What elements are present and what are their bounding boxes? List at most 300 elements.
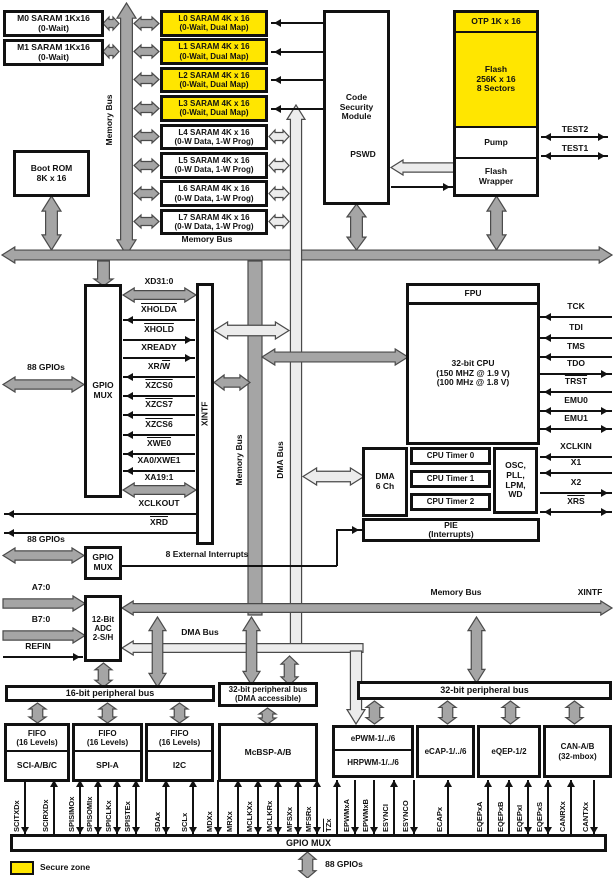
- fifo-section: [75, 726, 140, 752]
- gpio-mux-label: GPIO: [92, 380, 114, 391]
- block-title: L0 SARAM 4K x 16: [178, 14, 250, 24]
- pin-label-text: TCK: [567, 301, 585, 311]
- memory-bus-horizontal-2: [122, 601, 612, 615]
- arrowhead-icon: [270, 19, 281, 27]
- io-pin: [41, 780, 67, 834]
- pin-label: [582, 784, 592, 832]
- adc-refin-label: REFIN: [25, 641, 51, 651]
- pin-label: [540, 323, 612, 333]
- l7-dma-connector: [269, 215, 289, 228]
- bus32-connector: [468, 617, 485, 683]
- arrowhead-icon: [270, 76, 281, 84]
- csm-l3-line: [271, 108, 323, 110]
- pin-label: [154, 784, 164, 832]
- pin-line: [508, 780, 510, 834]
- xrd-label-text: $\overline{XRD}$: [150, 517, 168, 527]
- flash-size: 256K x 16: [476, 73, 516, 84]
- pin-line: [165, 780, 167, 834]
- signal-label: [122, 305, 196, 315]
- gpios-count-label: 88 GPIOs: [325, 859, 363, 869]
- memory-bus-label-vertical: Memory Bus: [234, 434, 245, 486]
- pin-line: [354, 780, 356, 834]
- pin-label-text: SPISIMOx: [67, 796, 76, 832]
- adc-bus16-connector: [95, 663, 112, 687]
- memory-bus-label: Memory Bus: [430, 587, 482, 597]
- block-subtitle: (0-Wait, Dual Map): [179, 23, 249, 33]
- pin-label: [540, 478, 612, 488]
- pump-section: [456, 128, 536, 159]
- l7-bus-connector: [134, 215, 159, 228]
- arrowhead-left-icon: [540, 334, 551, 342]
- signal-label-overline: XWE1: [156, 455, 181, 465]
- lpm-label: LPM,: [505, 479, 526, 490]
- fifo-levels: (16 Levels): [86, 738, 129, 747]
- arrowhead-left-icon: [540, 469, 551, 477]
- pin-label-text: TDI: [569, 322, 583, 332]
- l5-bus-connector: [134, 159, 159, 172]
- pin-line: [217, 780, 219, 834]
- block-subtitle: (0-Wait, Dual Map): [179, 80, 249, 90]
- io-pin: [581, 780, 607, 834]
- signal-line: [123, 434, 195, 436]
- signal-label-text: XA0/: [137, 455, 157, 465]
- serial-peripheral-block: [72, 723, 143, 782]
- gpio-mux-block: [84, 284, 122, 498]
- bus32dma-bar: [218, 682, 318, 707]
- pie-block: [362, 518, 540, 542]
- bus16-label: 16-bit peripheral bus: [65, 688, 155, 699]
- flash-wrapper-label: Wrapper: [478, 175, 514, 186]
- pin-line: [97, 780, 99, 834]
- arrowhead-right-icon: [185, 354, 196, 362]
- secure-zone-swatch: [10, 861, 34, 875]
- xintf-signal: [122, 343, 196, 363]
- io-pin: [123, 780, 149, 834]
- arrowhead-left-icon: [540, 508, 551, 516]
- pin-label-text: SPISTEx: [123, 801, 132, 832]
- arrowhead-left-icon: [122, 431, 133, 439]
- refin-line: [3, 656, 83, 658]
- pie-subtitle: (Interrupts): [428, 529, 474, 539]
- l-saram-block: [160, 180, 268, 207]
- io-pin: [435, 780, 461, 834]
- pin-label: [286, 784, 296, 832]
- signal-line: [123, 395, 195, 397]
- signal-line: [123, 319, 195, 321]
- signal-label: [122, 456, 196, 466]
- l3-bus-connector: [134, 102, 159, 115]
- block-subtitle: (0-Wait): [38, 22, 69, 33]
- block-subtitle: (0-W Data, 1-W Prog): [174, 193, 254, 203]
- bus32-label: 32-bit peripheral bus: [440, 685, 529, 696]
- arrowhead-icon: [540, 133, 551, 141]
- epwm-section: [335, 728, 411, 751]
- pin-line: [192, 780, 194, 834]
- pin-label: [246, 784, 256, 832]
- xintf-block: [196, 283, 214, 545]
- bus16-connector: [149, 617, 166, 687]
- pin-label-overline: TRST: [564, 376, 588, 386]
- pin-label: [540, 414, 612, 424]
- l-saram-block: [160, 209, 268, 236]
- io-pin: [180, 780, 206, 834]
- pin-line: [135, 780, 137, 834]
- pin-label: [516, 784, 526, 832]
- pin-label-text: MFSRx: [304, 806, 313, 832]
- wd-label: WD: [508, 489, 523, 500]
- xintf-label: XINTF: [199, 401, 210, 427]
- signal-label: [122, 277, 196, 287]
- block-title: M0 SARAM 1Kx16: [17, 12, 90, 23]
- l-saram-block: [160, 124, 268, 151]
- adc-input-a-label: A7:0: [31, 582, 51, 592]
- block-subtitle: (0-W Data, 1-W Prog): [174, 222, 254, 232]
- signal-label-text: XR/: [147, 361, 163, 371]
- test2-pin-label: TEST2: [561, 124, 589, 134]
- pin-label-overline: $\overline{TZx}$: [324, 818, 333, 832]
- pin-label-text: X2: [570, 477, 582, 487]
- io-pin: [401, 780, 427, 834]
- gpio-mux-bar: [10, 834, 607, 852]
- xintf-membus-arrow: [214, 375, 250, 390]
- signal-label-overline: $\overline{W}$: [162, 361, 171, 371]
- mcbsp-label: McBSP-A/B: [244, 746, 292, 757]
- arrowhead-icon: [598, 133, 609, 141]
- signal-label: [122, 439, 196, 449]
- csm-label: Security: [339, 101, 374, 112]
- gpios-88-arrow-small: [3, 548, 84, 563]
- arrowhead-left-icon: [122, 411, 133, 419]
- pin-line: [527, 780, 529, 834]
- xintf-out-label: XINTF: [577, 587, 603, 597]
- fifo-label: FIFO: [170, 728, 189, 738]
- adc-a-arrow: [3, 596, 85, 611]
- pin-label-text: EQEPxS: [535, 801, 544, 832]
- block-title: M1 SARAM 1Kx16: [17, 41, 90, 52]
- signal-line: [123, 414, 195, 416]
- ecap-label: eCAP-1/../6: [424, 746, 467, 756]
- cpu-timer-block: [410, 493, 491, 511]
- csm-l1-line: [271, 51, 323, 53]
- flash-sectors: 8 Sectors: [476, 83, 516, 94]
- pin-label-text: CANRXx: [558, 801, 567, 832]
- xintf-signal: [122, 400, 196, 420]
- pin-label: [382, 784, 392, 832]
- signal-label: [122, 420, 196, 430]
- signal-label-overline: XZCS0: [145, 380, 173, 390]
- serial-peripheral-block: [4, 723, 70, 782]
- fifo-section: [7, 726, 67, 752]
- pin-line: [297, 780, 299, 834]
- code-security-module-block: [323, 10, 390, 205]
- cpu-core-section: [409, 305, 537, 442]
- boot-rom-size: 8K x 16: [36, 172, 67, 183]
- pin-label: [305, 784, 315, 832]
- signal-label: [122, 325, 196, 335]
- cpu-timer-block: [410, 470, 491, 488]
- cpu-speed-1: (150 MHZ @ 1.9 V): [436, 367, 510, 378]
- pin-label: [540, 342, 612, 352]
- mcbsp-block: [218, 723, 318, 782]
- m0-bus-connector: [103, 17, 119, 30]
- cpu-pin: [540, 497, 612, 519]
- epwm-label: ePWM-1/../6: [350, 733, 396, 743]
- arrowhead-left-icon: [540, 388, 551, 396]
- pin-label-text: EQEPxI: [515, 804, 524, 832]
- pin-line: [79, 780, 81, 834]
- block-subtitle: (0-W Data, 1-W Prog): [174, 136, 254, 146]
- pin-line: [53, 780, 55, 834]
- test2-line: [541, 136, 608, 138]
- pin-label: [540, 396, 612, 406]
- xintf-dma-arrow: [214, 322, 289, 339]
- cpu-timer-label: CPU Timer 2: [426, 497, 475, 507]
- pin-label: [402, 784, 412, 832]
- gpio-mux-top-stub: [94, 261, 113, 286]
- adc-label: ADC: [94, 623, 112, 633]
- pin-label-text: SCITXDx: [12, 800, 21, 832]
- pin-line: [237, 780, 239, 834]
- flash-label: Flash: [484, 63, 508, 74]
- otp-label: OTP 1K x 16: [471, 16, 521, 27]
- eqep-connector: [502, 701, 519, 724]
- fifo-section: [148, 726, 211, 752]
- dma-channels: 6 Ch: [375, 481, 395, 491]
- ecap-connector: [439, 701, 456, 724]
- pin-line: [547, 780, 549, 834]
- pin-label-text: ECAPx: [435, 806, 444, 832]
- memory-bus-vertical-mid: [248, 261, 262, 615]
- pin-label-text: EMU1: [564, 413, 588, 423]
- io-pin: [12, 780, 38, 834]
- gpio-mux-label: MUX: [93, 390, 113, 400]
- xintf-signal: [122, 305, 196, 325]
- hrpwm-label: HRPWM-1/../6: [347, 758, 399, 768]
- boot-rom-bus-arrow: [42, 196, 61, 250]
- peripheral-name-section: [148, 752, 211, 779]
- mcbsp-connector: [259, 708, 276, 724]
- m1-bus-connector: [103, 45, 119, 58]
- pin-label: [343, 784, 353, 832]
- xintf-signal: [122, 473, 196, 493]
- fpu-label: FPU: [464, 288, 482, 299]
- pin-label: [226, 784, 236, 832]
- pin-line: [413, 780, 415, 834]
- arrowhead-left-icon: [122, 392, 133, 400]
- fifo-connector-2: [99, 703, 116, 723]
- pin-label: [362, 784, 372, 832]
- cpu-timer-block: [410, 447, 491, 465]
- gpio-mux-label: GPIO: [92, 552, 114, 563]
- pin-label-text: XCLKIN: [560, 441, 592, 451]
- arrowhead-icon: [270, 48, 281, 56]
- fifo-label: FIFO: [27, 728, 47, 738]
- pin-label-overline: $\overline{XRS}$: [567, 496, 585, 506]
- xintf-signal: [122, 362, 196, 382]
- pin-line: [487, 780, 489, 834]
- can-connector: [566, 701, 583, 724]
- l-saram-block: [160, 38, 268, 65]
- m-saram-block: [3, 10, 104, 37]
- pin-label: [266, 784, 276, 832]
- epwm-block: [332, 725, 414, 778]
- pin-line: [257, 780, 259, 834]
- xclkout-line: [4, 513, 196, 515]
- dmabus-dma-arrow: [303, 468, 364, 485]
- fpu-section: [409, 286, 537, 305]
- pin-label: [436, 784, 446, 832]
- pin-label: [206, 784, 216, 832]
- cpu-timer-label: CPU Timer 1: [426, 474, 475, 484]
- arrowhead-left-icon: [540, 425, 551, 433]
- secure-zone-label: Secure zone: [40, 862, 91, 872]
- pin-label: [13, 784, 23, 832]
- xrd-label: [150, 518, 168, 528]
- cpu-pin: [540, 302, 612, 324]
- pin-label: [105, 784, 115, 832]
- pin-label-text: SPICLKx: [104, 800, 113, 832]
- pin-label-text: MCLKXx: [245, 801, 254, 832]
- block-title: L5 SARAM 4K x 16: [178, 156, 250, 166]
- block-subtitle: (0-Wait): [38, 51, 69, 62]
- gpio-mux-label: MUX: [93, 562, 113, 572]
- block-title: L7 SARAM 4K x 16: [178, 212, 250, 222]
- dma-label: DMA: [375, 471, 395, 482]
- adc-label: 2-S/H: [92, 633, 114, 643]
- pin-line: [316, 780, 318, 834]
- pin-label-text: ESYNCI: [381, 804, 390, 832]
- csm-flash-line: [391, 186, 453, 188]
- eqep-block: [477, 725, 541, 778]
- flash-wrapper-label: Flash: [484, 165, 508, 176]
- gpios-count-label: 88 GPIOs: [27, 534, 65, 544]
- pin-label: [86, 784, 96, 832]
- pin-label-text: SCLx: [180, 812, 189, 832]
- flash-block: [453, 10, 539, 197]
- bus16-bar: [5, 685, 215, 702]
- pin-label: [497, 784, 507, 832]
- csm-l2-line: [271, 79, 323, 81]
- pin-line: [336, 780, 338, 834]
- pin-label-text: EPWMxB: [361, 799, 370, 832]
- hrpwm-section: [335, 751, 411, 775]
- fifo-connector-3: [171, 703, 188, 723]
- csm-bus-arrow: [347, 204, 366, 250]
- io-pin: [153, 780, 179, 834]
- gpio-mux-bar-label: GPIO MUX: [285, 837, 331, 848]
- l-saram-block: [160, 95, 268, 122]
- pin-label-text: EPWMxA: [342, 799, 351, 832]
- arrowhead-right-icon: [601, 508, 612, 516]
- arrowhead-icon: [73, 653, 84, 661]
- arrowhead-icon: [3, 510, 14, 518]
- pin-label-text: MDXx: [205, 811, 214, 832]
- bus32dma-connector-b: [281, 656, 298, 685]
- csm-label: Code: [345, 91, 368, 102]
- boot-rom-block: [13, 150, 90, 197]
- cpu-timer-label: CPU Timer 0: [426, 451, 475, 461]
- signal-label-overline: XZCS6: [145, 419, 173, 429]
- bus32dma-connector-a: [243, 617, 260, 685]
- cpu-pin: [540, 414, 612, 436]
- arrowhead-right-icon: [601, 489, 612, 497]
- pin-label: [476, 784, 486, 832]
- pin-label-text: X1: [570, 457, 582, 467]
- pin-label: [124, 784, 134, 832]
- block-subtitle: (0-Wait, Dual Map): [179, 108, 249, 118]
- dma-bus-vertical: [287, 105, 305, 650]
- l-saram-block: [160, 10, 268, 37]
- arrowhead-right-icon: [601, 425, 612, 433]
- pin-label: [540, 458, 612, 468]
- memory-bus-label: Memory Bus: [181, 234, 233, 244]
- pswd-arrow: [391, 160, 454, 175]
- pin-label: [540, 377, 612, 387]
- block-title: L4 SARAM 4K x 16: [178, 127, 250, 137]
- flash-section: [456, 33, 536, 128]
- xclkout-label: XCLKOUT: [138, 498, 180, 508]
- block-subtitle: (0-W Data, 1-W Prog): [174, 165, 254, 175]
- bus32dma-label: 32-bit peripheral bus: [228, 684, 308, 694]
- dma-bus-label: DMA Bus: [181, 627, 219, 637]
- pin-line: [593, 780, 595, 834]
- csm-l0-line: [271, 22, 323, 24]
- pin-label: [68, 784, 78, 832]
- block-title: L3 SARAM 4K x 16: [178, 99, 250, 109]
- block-title: L6 SARAM 4K x 16: [178, 184, 250, 194]
- pin-label-text: EQEPxB: [496, 801, 505, 832]
- pin-label-text: EQEPxA: [475, 801, 484, 832]
- arrowhead-icon: [598, 152, 609, 160]
- pin-label-text: TDO: [567, 358, 585, 368]
- pin-label-text: TMS: [567, 341, 585, 351]
- signal-label-text: XREADY: [141, 342, 177, 352]
- xintf-signal: [122, 277, 196, 297]
- fifo-connector-1: [29, 703, 46, 723]
- pin-label: [540, 442, 612, 452]
- ecap-block: [416, 725, 475, 778]
- pin-label: [42, 784, 52, 832]
- signal-label-overline: XWE0: [146, 438, 172, 448]
- pin-label: [559, 784, 569, 832]
- signal-label-text: XD31:0: [144, 276, 174, 286]
- l5-dma-connector: [269, 159, 289, 172]
- signal-label: [122, 473, 196, 483]
- bus32-bar: [357, 681, 612, 700]
- serial-peripheral-block: [145, 723, 214, 782]
- gpios-88-arrow-bottom: [299, 852, 316, 878]
- pin-label: [536, 784, 546, 832]
- block-title: L2 SARAM 4K x 16: [178, 70, 250, 80]
- gpios-count-label: 88 GPIOs: [27, 362, 65, 372]
- xintf-signal: [122, 420, 196, 440]
- eqep-label: eQEP-1/2: [491, 746, 527, 756]
- signal-label-text: XA19:1: [144, 472, 174, 482]
- otp-section: [456, 13, 536, 33]
- pin-label-text: CANTXx: [581, 801, 590, 832]
- signal-label: [122, 381, 196, 391]
- peripheral-name: SPI-A: [96, 759, 119, 770]
- pin-label-text: ESYNCO: [401, 800, 410, 832]
- pin-line: [570, 780, 572, 834]
- gpios-88-arrow-top: [3, 377, 84, 392]
- block-title: L1 SARAM 4K x 16: [178, 42, 250, 52]
- pin-label-text: SDAx: [153, 811, 162, 832]
- arrowhead-icon: [540, 152, 551, 160]
- adc-block: [84, 595, 122, 662]
- l1-bus-connector: [134, 45, 159, 58]
- pin-label: [325, 784, 335, 832]
